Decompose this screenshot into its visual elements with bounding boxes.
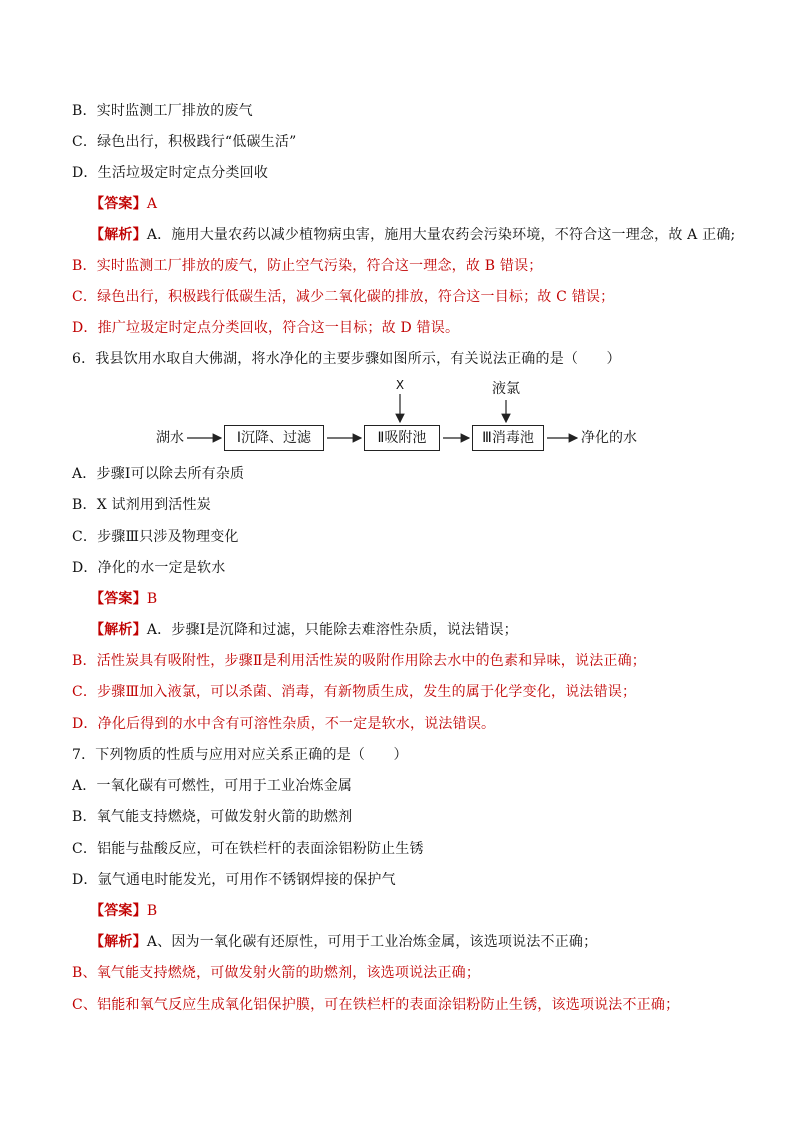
q6-analysis-d: D．净化后得到的水中含有可溶性杂质，不一定是软水，说法错误。 xyxy=(72,716,496,732)
q6-answer xyxy=(90,588,157,610)
q5-analysis-c: C．绿色出行，积极践行低碳生活，减少二氧化碳的排放，符合这一目标；故 C 错误； xyxy=(72,289,615,305)
reagent-chlorine-label: 液氯 xyxy=(492,381,520,397)
q7-option-c: C．铝能与盐酸反应，可在铁栏杆的表面涂铝粉防止生锈 xyxy=(72,841,424,857)
q7-analysis-a xyxy=(90,931,597,953)
answer-value: A xyxy=(146,196,158,212)
q7-option-a: A．一氧化碳有可燃性，可用于工业冶炼金属 xyxy=(72,778,353,794)
answer-value: B xyxy=(146,591,158,607)
q6-stem: 6．我县饮用水取自大佛湖，将水净化的主要步骤如图所示，有关说法正确的是（ ） xyxy=(72,351,621,367)
q5-analysis-b: B．实时监测工厂排放的废气，防止空气污染，符合这一理念，故 B 错误； xyxy=(72,258,543,274)
step2-box: Ⅱ吸附池 xyxy=(364,425,440,451)
q6-option-c: C．步骤Ⅲ只涉及物理变化 xyxy=(72,529,239,545)
q6-analysis-c: C．步骤Ⅲ加入液氯，可以杀菌、消毒，有新物质生成，发生的属于化学变化，说法错误； xyxy=(72,684,637,700)
q7-option-b: B．氧气能支持燃烧，可做发射火箭的助燃剂 xyxy=(72,809,353,825)
answer-tag: 【答案】 xyxy=(90,903,147,919)
q7-stem: 7．下列物质的性质与应用对应关系正确的是（ ） xyxy=(72,747,408,763)
analysis-tag: 【解析】 xyxy=(90,622,147,638)
diagram-arrows xyxy=(0,0,794,470)
q7-option-d: D．氩气通电时能发光，可用作不锈钢焊接的保护气 xyxy=(72,872,396,888)
q6-option-d: D．净化的水一定是软水 xyxy=(72,560,226,576)
lake-water-label: 湖水 xyxy=(156,430,184,446)
answer-tag: 【答案】 xyxy=(90,196,147,212)
analysis-text: A、因为一氧化碳有还原性，可用于工业冶炼金属，该选项说法不正确； xyxy=(146,934,598,950)
q5-option-b: B．实时监测工厂排放的废气 xyxy=(72,103,253,119)
step3-box: Ⅲ消毒池 xyxy=(472,425,544,451)
purified-water-label: 净化的水 xyxy=(581,430,637,446)
q6-analysis-a xyxy=(90,619,518,641)
q7-answer xyxy=(90,900,157,922)
q5-analysis-d: D．推广垃圾定时定点分类回收，符合这一目标；故 D 错误。 xyxy=(72,320,460,336)
answer-value: B xyxy=(146,903,158,919)
q7-analysis-c: C、铝能和氧气反应生成氧化铝保护膜，可在铁栏杆的表面涂铝粉防止生锈，该选项说法不正确； xyxy=(72,997,680,1013)
q6-option-a: A．步骤Ⅰ可以除去所有杂质 xyxy=(72,466,245,482)
q7-analysis-b: B、氧气能支持燃烧，可做发射火箭的助燃剂，该选项说法正确； xyxy=(72,965,481,981)
analysis-tag: 【解析】 xyxy=(90,934,147,950)
reagent-x-label: X xyxy=(395,378,405,392)
analysis-text: A．步骤Ⅰ是沉降和过滤，只能除去难溶性杂质，说法错误； xyxy=(146,622,518,638)
q6-analysis-b: B．活性炭具有吸附性，步骤Ⅱ是利用活性炭的吸附作用除去水中的色素和异味，说法正确； xyxy=(72,653,647,669)
analysis-tag: 【解析】 xyxy=(90,227,147,243)
q6-option-b: B．X 试剂用到活性炭 xyxy=(72,497,211,513)
q5-option-c: C．绿色出行，积极践行“低碳生活” xyxy=(72,134,297,150)
q5-option-d: D．生活垃圾定时定点分类回收 xyxy=(72,165,269,181)
answer-tag: 【答案】 xyxy=(90,591,147,607)
step1-box: Ⅰ沉降、过滤 xyxy=(224,425,324,451)
analysis-text: A．施用大量农药以减少植物病虫害，施用大量农药会污染环境，不符合这一理念，故 A 正确; xyxy=(146,227,736,243)
